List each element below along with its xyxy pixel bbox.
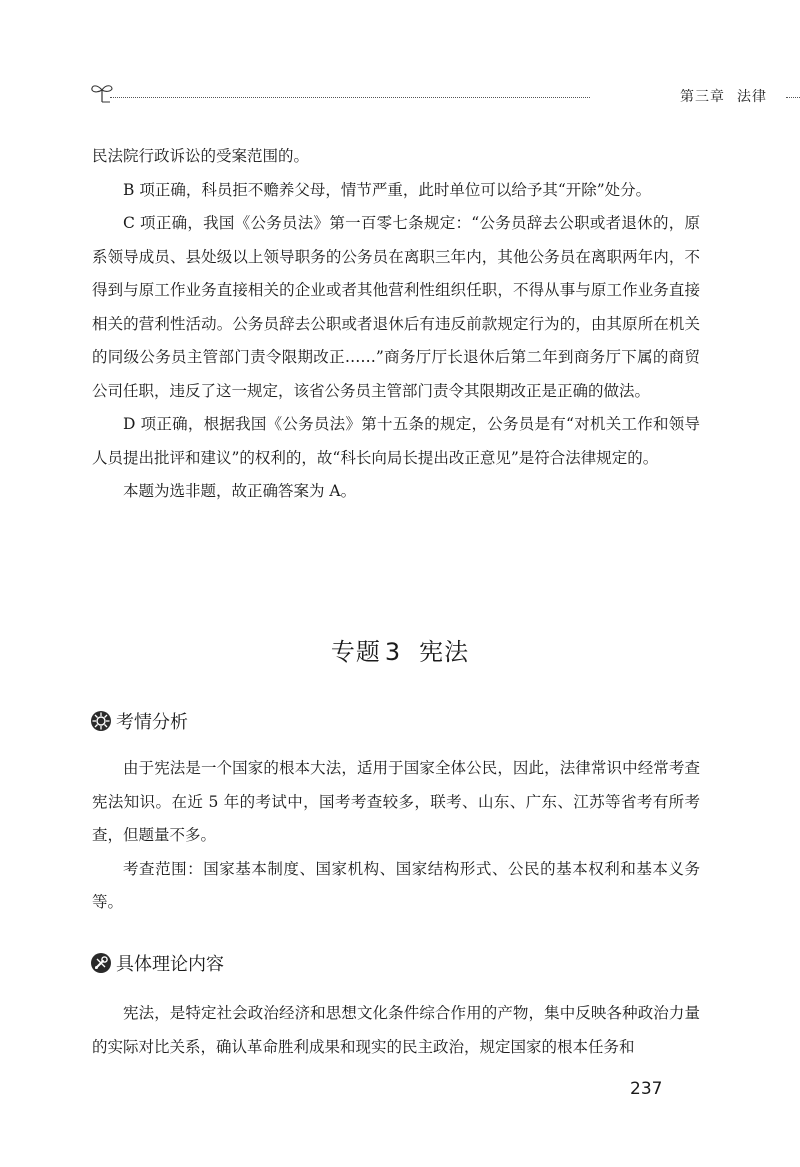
subsection-heading [90, 950, 224, 976]
section-label: 专题 [330, 638, 381, 666]
running-header [88, 78, 784, 108]
header-rule-right [786, 97, 800, 98]
section-name: 宪法 [419, 638, 470, 666]
section-title [0, 632, 800, 667]
subsection-title: 具体理论内容 [116, 954, 224, 975]
subsection-body [92, 752, 700, 920]
sprout-icon [88, 78, 116, 106]
gear-flower-icon [90, 710, 112, 732]
section-number: 3 [384, 638, 402, 666]
header-rule-left [110, 97, 590, 98]
header-title: 法律 [737, 89, 767, 105]
tools-icon [90, 952, 112, 974]
subsection-body [92, 997, 700, 1064]
paragraph: 考查范围：国家基本制度、国家机构、国家结构形式、公民的基本权利和基本义务等。 [92, 859, 700, 911]
paragraph: 民法院行政诉讼的受案范围的。 [92, 147, 310, 165]
page-number: 237 [630, 1079, 663, 1099]
header-chapter: 第三章 [680, 89, 725, 105]
paragraph: 本题为选非题，故正确答案为 A。 [123, 482, 357, 500]
paragraph: 由于宪法是一个国家的根本大法，适用于国家全体公民，因此，法律常识中经常考查宪法知识。在近 5 年的考试中，国考考查较多，联考、山东、广东、江苏等省考有所考查，但题量不多。 [92, 759, 700, 844]
paragraph: B 项正确，科员拒不赡养父母，情节严重，此时单位可以给予其“开除”处分。 [123, 180, 652, 199]
subsection-title: 考情分析 [116, 712, 188, 733]
paragraph: 宪法，是特定社会政治经济和思想文化条件综合作用的产物，集中反映各种政治力量的实际对比关系，确认革命胜利成果和现实的民主政治，规定国家的根本任务和 [92, 1004, 700, 1056]
paragraph: D 项正确，根据我国《公务员法》第十五条的规定，公务员是有“对机关工作和领导人员提出批评和建议”的权利的，故“科长向局长提出改正意见”是符合法律规定的。 [92, 415, 700, 467]
answer-explanation [92, 140, 700, 509]
paragraph: C 项正确，我国《公务员法》第一百零七条规定：“公务员辞去公职或者退休的，原系领导成员、县处级以上领导职务的公务员在离职三年内，其他公务员在离职两年内，不得到与原工作业务直接相关的企业或者其他营利性组织任职，不得从事与原工作业务直接相关的营利性活动。公务员辞去公职或者退休后有违反前款规定行为的，由其原所在机关的同级公务员主管部门责令限期改正……”商务厅厅长退休后第二年到商务厅下属的商贸公司任职，违反了这一规定，该省公务员主管部门责令其限期改正是正确的做法。 [92, 214, 700, 400]
subsection-heading [90, 708, 188, 734]
header-text [680, 86, 767, 106]
